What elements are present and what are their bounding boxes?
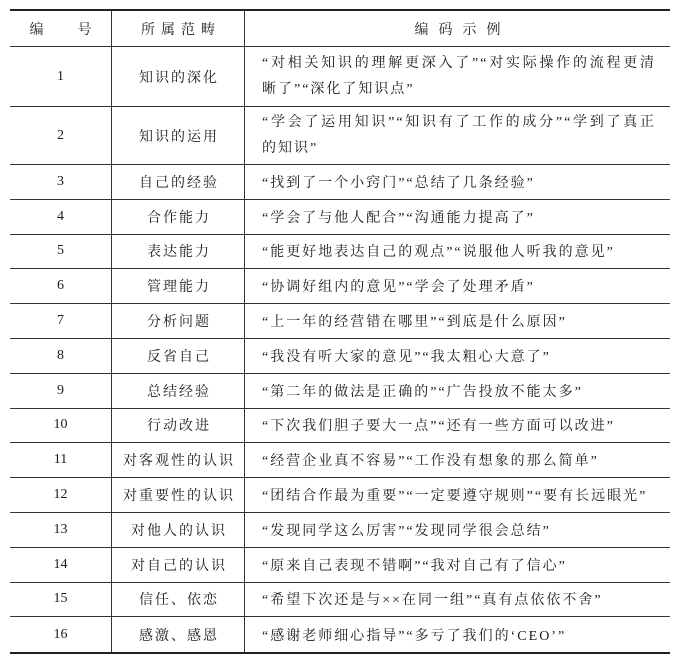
example-text: “发现同学这么厉害”“发现同学很会总结” <box>262 523 551 539</box>
example-text: “下次我们胆子要大一点”“还有一些方面可以改进” <box>262 419 615 435</box>
category-label: 知识的深化 <box>139 70 219 86</box>
category-label: 对自己的认识 <box>131 558 227 574</box>
examples-cell <box>245 304 670 338</box>
example-text-line: “对相关知识的理解更深入了”“对实际操作的流程更清 <box>262 55 656 71</box>
category-cell <box>112 47 245 106</box>
number-cell <box>10 443 112 477</box>
category-label: 对客观性的认识 <box>123 454 235 470</box>
examples-cell <box>245 107 670 164</box>
row-number: 7 <box>57 313 64 329</box>
example-text-line: 的知识” <box>262 140 319 156</box>
category-cell <box>112 107 245 164</box>
example-text: “找到了一个小窍门”“总结了几条经验” <box>262 175 535 191</box>
examples-cell <box>245 235 670 269</box>
row-number: 12 <box>53 487 68 503</box>
number-cell <box>10 269 112 303</box>
number-cell <box>10 513 112 547</box>
examples-cell <box>245 200 670 234</box>
category-label: 知识的运用 <box>139 129 219 145</box>
category-label: 对重要性的认识 <box>123 489 235 505</box>
table-row <box>10 548 670 583</box>
category-cell <box>112 304 245 338</box>
coding-examples-table <box>10 9 670 654</box>
header-number-cell <box>10 11 126 46</box>
number-cell <box>10 617 112 652</box>
example-text: “原来自己表现不错啊”“我对自己有了信心” <box>262 558 567 574</box>
category-label: 反省自己 <box>147 349 211 365</box>
row-number: 13 <box>53 521 68 537</box>
table-row <box>10 47 670 107</box>
row-number: 2 <box>57 127 64 143</box>
row-number: 15 <box>53 591 68 607</box>
examples-cell <box>245 165 670 199</box>
examples-cell <box>245 443 670 477</box>
category-label: 对他人的认识 <box>131 523 227 539</box>
example-text: “感谢老师细心指导”“多亏了我们的‘CEO’” <box>262 628 567 644</box>
row-number: 14 <box>53 556 68 572</box>
header-examples-cell <box>245 11 670 46</box>
examples-cell <box>245 269 670 303</box>
number-cell <box>10 47 112 106</box>
row-number: 16 <box>53 626 68 642</box>
category-cell <box>112 165 245 199</box>
example-text-line: “学会了运用知识”“知识有了工作的成分”“学到了真正 <box>262 114 656 130</box>
category-cell <box>112 478 245 512</box>
number-cell <box>10 374 112 408</box>
category-cell <box>112 513 245 547</box>
row-number: 9 <box>57 382 64 398</box>
row-number: 4 <box>57 208 64 224</box>
row-number: 6 <box>57 278 64 294</box>
table-row <box>10 583 670 618</box>
number-cell <box>10 107 112 164</box>
example-text: “希望下次还是与××在同一组”“真有点依依不舍” <box>262 593 603 609</box>
table-row <box>10 339 670 374</box>
category-cell <box>112 339 245 373</box>
table-row <box>10 269 670 304</box>
example-text: “能更好地表达自己的观点”“说服他人听我的意见” <box>262 245 615 261</box>
category-cell <box>112 548 245 582</box>
number-cell <box>10 409 112 443</box>
table-row <box>10 374 670 409</box>
number-cell <box>10 165 112 199</box>
table-row <box>10 165 670 200</box>
example-text: “第二年的做法是正确的”“广告投放不能太多” <box>262 384 583 400</box>
table-row <box>10 235 670 270</box>
category-label: 总结经验 <box>147 384 211 400</box>
category-label: 分析问题 <box>147 315 211 331</box>
category-cell <box>112 583 245 617</box>
table-row <box>10 443 670 478</box>
table-row <box>10 478 670 513</box>
row-number: 10 <box>53 417 68 433</box>
examples-cell <box>245 478 670 512</box>
header-number-label: 编号 <box>29 22 126 38</box>
example-text: “协调好组内的意见”“学会了处理矛盾” <box>262 280 535 296</box>
category-label: 行动改进 <box>147 419 211 435</box>
category-cell <box>112 200 245 234</box>
examples-cell <box>245 583 670 617</box>
header-category-label: 所属范畴 <box>141 22 221 38</box>
category-cell <box>112 409 245 443</box>
category-label: 自己的经验 <box>139 175 219 191</box>
number-cell <box>10 583 112 617</box>
category-cell <box>112 269 245 303</box>
category-label: 感激、感恩 <box>139 628 219 644</box>
category-cell <box>112 443 245 477</box>
examples-cell <box>245 374 670 408</box>
row-number: 5 <box>57 243 64 259</box>
table-row <box>10 304 670 339</box>
examples-cell <box>245 409 670 443</box>
category-cell <box>112 374 245 408</box>
table-row <box>10 409 670 444</box>
number-cell <box>10 200 112 234</box>
category-cell <box>112 617 245 652</box>
header-row <box>10 11 670 47</box>
examples-cell <box>245 47 670 106</box>
row-number: 11 <box>53 452 68 468</box>
category-label: 管理能力 <box>147 280 211 296</box>
example-text: “经营企业真不容易”“工作没有想象的那么简单” <box>262 454 599 470</box>
number-cell <box>10 339 112 373</box>
examples-cell <box>245 617 670 652</box>
examples-cell <box>245 339 670 373</box>
header-examples-label: 编码示例 <box>414 22 511 38</box>
category-label: 信任、依恋 <box>139 593 219 609</box>
number-cell <box>10 548 112 582</box>
table-row <box>10 107 670 165</box>
row-number: 1 <box>57 68 64 84</box>
category-label: 合作能力 <box>147 210 211 226</box>
number-cell <box>10 235 112 269</box>
header-category-cell <box>112 11 245 46</box>
table-row <box>10 513 670 548</box>
category-cell <box>112 235 245 269</box>
examples-cell <box>245 548 670 582</box>
example-text: “我没有听大家的意见”“我太粗心大意了” <box>262 349 551 365</box>
number-cell <box>10 304 112 338</box>
example-text: “上一年的经营错在哪里”“到底是什么原因” <box>262 315 567 331</box>
example-text: “团结合作最为重要”“一定要遵守规则”“要有长远眼光” <box>262 489 648 505</box>
row-number: 3 <box>57 173 64 189</box>
examples-cell <box>245 513 670 547</box>
example-text-line: 晰了”“深化了知识点” <box>262 81 415 97</box>
example-text: “学会了与他人配合”“沟通能力提高了” <box>262 210 535 226</box>
category-label: 表达能力 <box>147 245 211 261</box>
row-number: 8 <box>57 347 64 363</box>
number-cell <box>10 478 112 512</box>
table-row <box>10 200 670 235</box>
table-row <box>10 617 670 652</box>
